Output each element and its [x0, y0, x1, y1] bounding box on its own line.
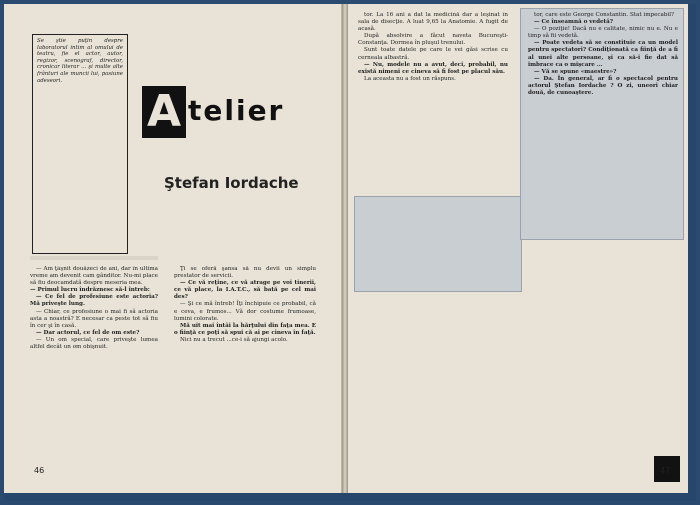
paragraph: Sunt toate datele pe care le vei găsi scrise cu cerneala albastră.: [358, 47, 508, 61]
title-initial: A: [142, 86, 186, 138]
paragraph: — Vă se spune «maestre»?: [534, 68, 617, 75]
paragraph: tor. La 16 ani a dat la medicină dar a leşinat în sala de disecţie. A luat 9,65 la Anatomie. A fugit de acasă.: [358, 12, 508, 33]
intro-text: Se ştie puţin despre laboratorul intim al omului de teatru, fie el actor, autor, regizor, scenograf, director, cronicar literar ... şi multe alte frânturi ale muncii lui, pasiune adeseori.: [37, 38, 123, 84]
title-rest: telier: [188, 94, 285, 127]
paragraph: — Ce înseamnă o vedetă?: [534, 19, 614, 26]
paragraph: — Ce vă reţine, ce vă atrage pe voi tinerii, ce vă place, la I.A.T.C., să bată pe cel mai des?: [174, 280, 316, 301]
left-col-1: [30, 266, 158, 466]
intro-box: [32, 34, 128, 254]
divider: [30, 256, 158, 260]
page-number: 46: [34, 466, 45, 475]
article-title: [142, 86, 332, 146]
paragraph: — Primul lucru îndrăznesc să-l întreb:: [30, 287, 150, 294]
paragraph: tor, care este George Constantin. Stat impecabil?: [534, 12, 675, 18]
paragraph: — Da. În general, ar fi o spectacol pentru actorul Ştefan Iordache ? O zi, uneori chiar două, de cunoaştere.: [528, 75, 678, 97]
paragraph: Mă uit mai întâi la hărţului din faţa mea. E o fiinţă ce poţi să spui că ai pe cineva în faţă.: [174, 322, 316, 336]
paragraph: La aceasta nu a fost un răspuns.: [364, 75, 456, 82]
paragraph: — Dar actorul, ce fel de om este?: [36, 329, 140, 336]
paragraph: — Nu, modele nu a avut, deci, probabil, nu există nimeni ce cineva să fi fost pe placul său.: [358, 61, 508, 75]
paragraph: Ţi se oferă şansa să nu devii un simplu prestator de servicii.: [174, 266, 316, 280]
byline: Ştefan Iordache: [164, 174, 299, 192]
paragraph: — Chiar, ce profesiune o mai fi să actoria asta a noastră? E necesar ca peste tot să fiu în cer şi în casă.: [30, 308, 158, 329]
paragraph: — Şi ce mă întreb! Îţi închipuie ce probabil, că e ceva, e frumos... Vă dor costume frumoase, lumini colorate.: [174, 301, 316, 322]
right-col-2: [528, 12, 678, 452]
page-number: 47: [660, 466, 671, 475]
right-page: [348, 4, 688, 493]
paragraph: — O poziţie! Dacă nu e calitate, nimic nu e. Nu e timp să fii vedetă.: [528, 26, 678, 40]
paragraph: — Un om special, care priveşte lumea altfel decât un om obişnuit.: [30, 336, 158, 351]
paragraph: — Ce fel de profesiune este actoria? Mă priveşte lung.: [30, 294, 158, 308]
paragraph: — Am ţâşnit douăzeci de ani, dar în ultima vreme am devenit cam gânditor. Nu-mi place să fiu deocamdată despre meseria mea.: [30, 266, 158, 287]
left-page: [4, 4, 342, 493]
left-col-2: [174, 266, 316, 466]
paragraph: Nici nu a trecut ...ce-i să ajungi acolo.: [180, 336, 288, 343]
paragraph: — Poate vedeta să se constituie ca un model pentru spectatori? Condiţionată ca fiinţă de a fi al unei alte persoane, şi ca să-i fie dat să îmbrace ca o mişcare ...: [528, 40, 678, 68]
right-col-1: [358, 12, 508, 452]
paragraph: După absolvire a făcut naveta Bucureşti-Constanţa. Dormea în pluşul trenului.: [358, 33, 508, 47]
